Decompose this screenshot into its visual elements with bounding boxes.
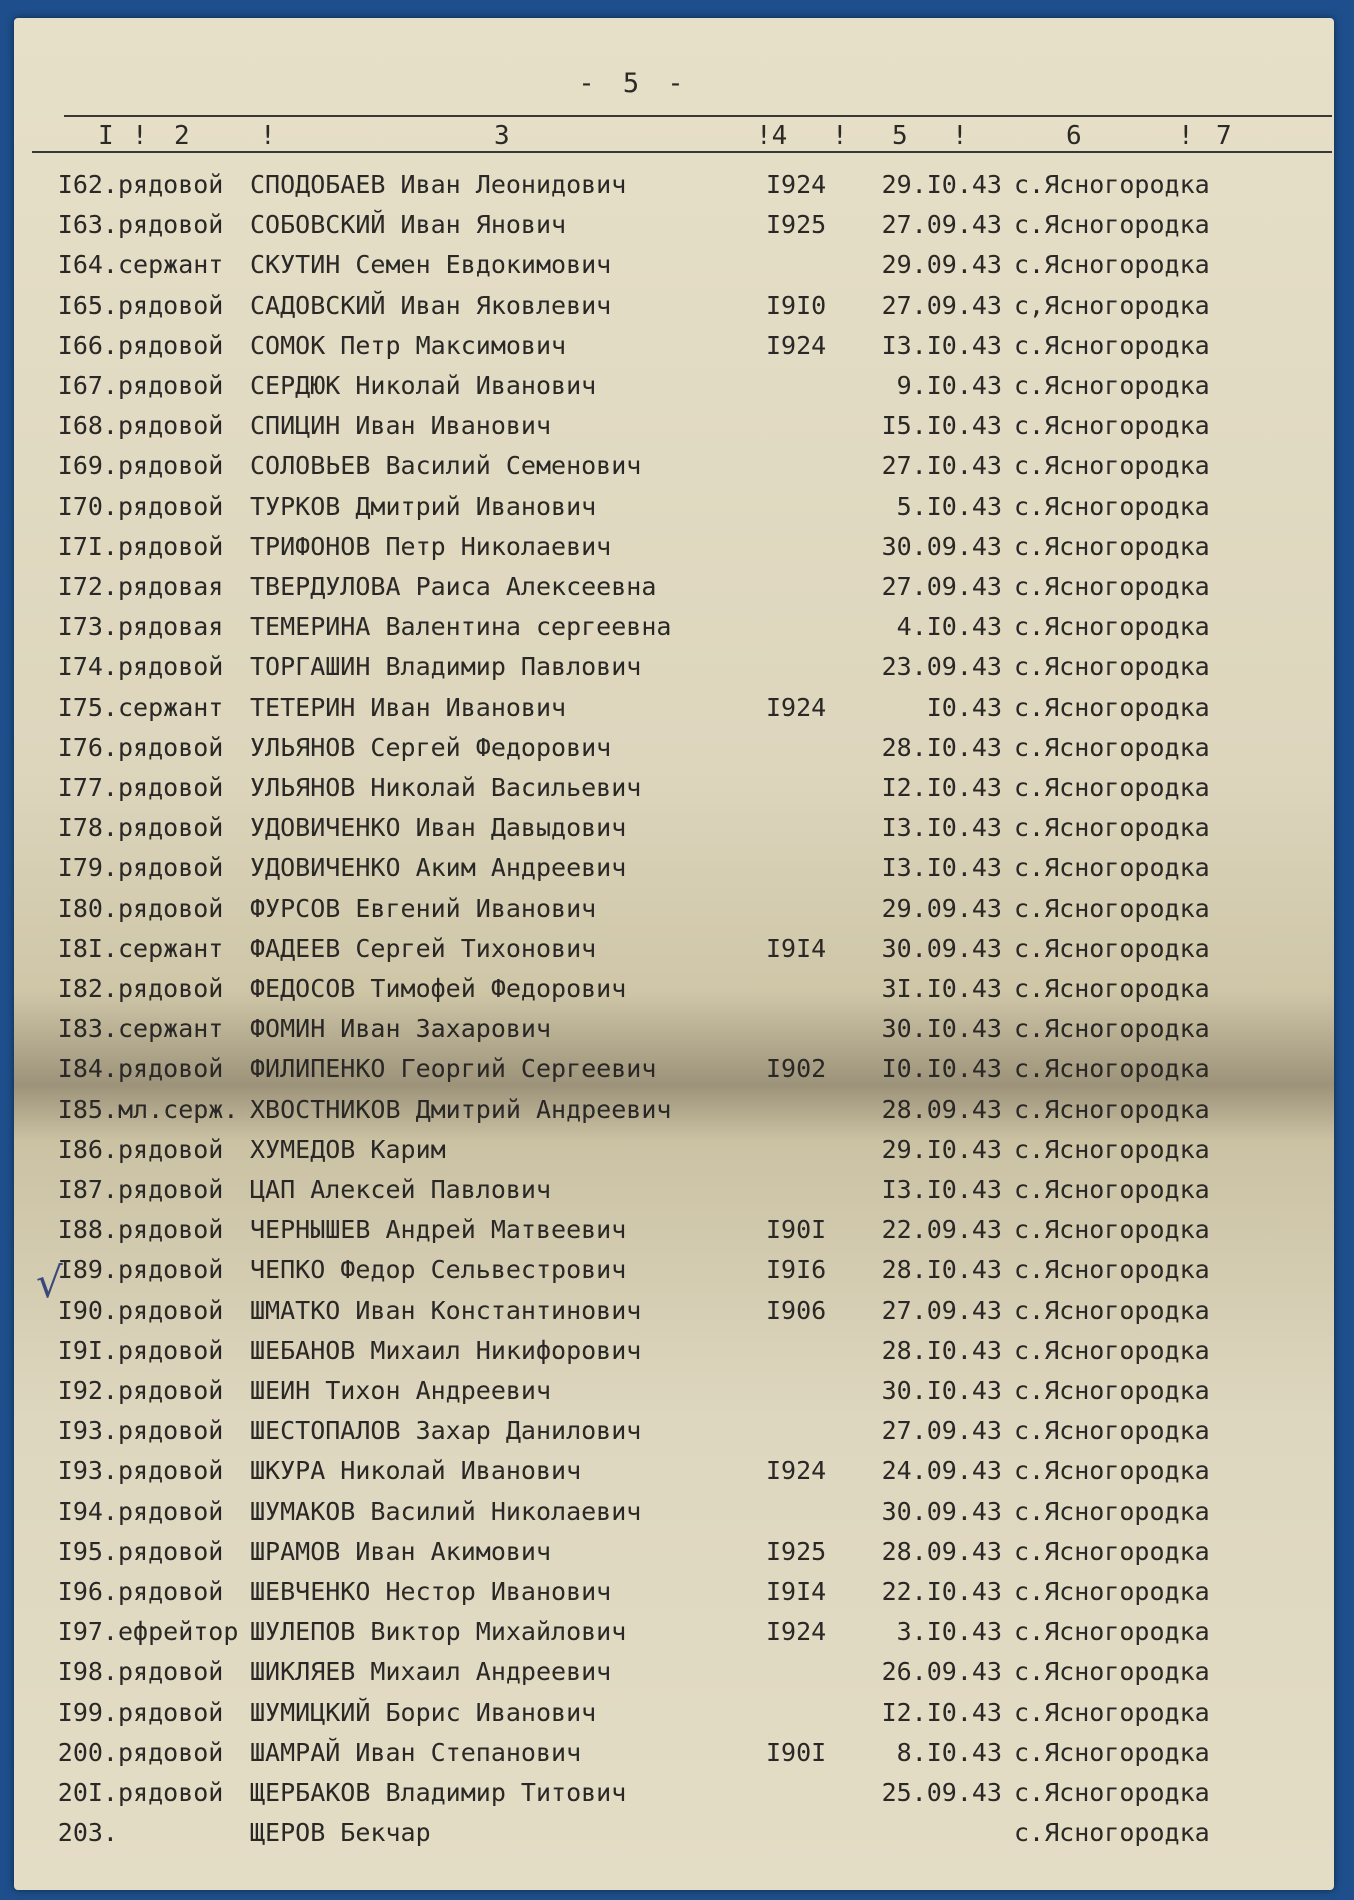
row-birth-year: I90I bbox=[766, 1215, 827, 1245]
row-rank: рядовой bbox=[118, 1536, 224, 1566]
row-birth-year: I924 bbox=[766, 330, 827, 360]
row-birth-year: I90I bbox=[766, 1737, 827, 1767]
header-col-4: !4 bbox=[756, 121, 788, 151]
row-date: 26.09.43 bbox=[881, 1657, 1002, 1687]
row-rank: сержант bbox=[118, 1014, 224, 1044]
row-place: с.Ясногородка bbox=[1014, 491, 1210, 521]
header-col-5: 5 bbox=[892, 121, 908, 151]
row-place: с.Ясногородка bbox=[1014, 572, 1210, 601]
row-number: I9I. bbox=[57, 1335, 118, 1365]
row-number: I67. bbox=[57, 371, 118, 400]
row-birth-year: I9I0 bbox=[766, 290, 827, 320]
row-rank: рядовой bbox=[118, 652, 224, 682]
row-date: 22.09.43 bbox=[881, 1215, 1002, 1245]
row-name: ШКУРА Николай Иванович bbox=[250, 1456, 582, 1486]
row-name: ЧЕРНЫШЕВ Андрей Матвеевич bbox=[250, 1215, 627, 1245]
row-name: УДОВИЧЕНКО Аким Андреевич bbox=[250, 853, 627, 883]
row-date: I0.43 bbox=[926, 692, 1002, 722]
table-row bbox=[14, 813, 1334, 853]
row-rank: рядовая bbox=[118, 612, 224, 642]
row-name: СКУТИН Семен Евдокимович bbox=[250, 250, 612, 280]
row-name: ХУМЕДОВ Карим bbox=[250, 1134, 446, 1164]
row-number: I93. bbox=[57, 1416, 118, 1446]
row-rank: рядовой bbox=[118, 451, 224, 481]
table-row bbox=[14, 1336, 1334, 1376]
row-name: ФОМИН Иван Захарович bbox=[250, 1014, 552, 1044]
row-place: с.Ясногородка bbox=[1014, 1737, 1210, 1767]
row-number: I64. bbox=[57, 250, 118, 280]
row-number: I93. bbox=[57, 1456, 118, 1486]
row-place: с.Ясногородка bbox=[1014, 1376, 1210, 1405]
row-date: 28.I0.43 bbox=[881, 1255, 1002, 1285]
row-name: ТОРГАШИН Владимир Павлович bbox=[250, 652, 642, 682]
row-rank: рядовая bbox=[118, 572, 224, 601]
table-row bbox=[14, 451, 1334, 491]
row-number: I7I. bbox=[57, 531, 118, 561]
row-name: ШЕИН Тихон Андреевич bbox=[250, 1376, 552, 1405]
table-row bbox=[14, 733, 1334, 773]
row-name: ФИЛИПЕНКО Георгий Сергеевич bbox=[250, 1054, 657, 1084]
row-name: ШМАТКО Иван Константинович bbox=[250, 1295, 642, 1325]
row-name: ШИКЛЯЕВ Михаил Андреевич bbox=[250, 1657, 612, 1687]
table-row bbox=[14, 1698, 1334, 1738]
row-date: I2.I0.43 bbox=[881, 773, 1002, 802]
row-place: с.Ясногородка bbox=[1014, 1818, 1210, 1848]
header-col-1: I bbox=[98, 121, 114, 151]
table-row bbox=[14, 773, 1334, 813]
row-rank: рядовой bbox=[118, 1778, 224, 1807]
row-place: с.Ясногородка bbox=[1014, 1295, 1210, 1325]
row-rank: рядовой bbox=[118, 531, 224, 561]
row-rank: рядовой bbox=[118, 1255, 224, 1285]
row-date: 29.09.43 bbox=[881, 250, 1002, 280]
row-number: I63. bbox=[57, 210, 118, 240]
row-rank: рядовой bbox=[118, 1577, 224, 1606]
row-number: I97. bbox=[57, 1617, 118, 1647]
row-number: I90. bbox=[57, 1295, 118, 1325]
row-birth-year: I924 bbox=[766, 692, 827, 722]
row-date: I5.I0.43 bbox=[881, 411, 1002, 441]
row-number: 20I. bbox=[57, 1778, 118, 1807]
row-date: 28.09.43 bbox=[881, 1536, 1002, 1566]
row-number: I88. bbox=[57, 1215, 118, 1245]
row-date: 4.I0.43 bbox=[896, 612, 1002, 642]
row-date: 5.I0.43 bbox=[896, 491, 1002, 521]
table-row bbox=[14, 612, 1334, 652]
row-birth-year: I906 bbox=[766, 1295, 827, 1325]
table-row bbox=[14, 1255, 1334, 1295]
table-row bbox=[14, 1456, 1334, 1496]
row-rank: мл.серж. bbox=[118, 1094, 239, 1124]
row-rank: рядовой bbox=[118, 1657, 224, 1687]
row-name: УЛЬЯНОВ Николай Васильевич bbox=[250, 773, 642, 802]
table-row bbox=[14, 371, 1334, 411]
table-row bbox=[14, 1095, 1334, 1135]
row-number: I65. bbox=[57, 290, 118, 320]
row-rank: рядовой bbox=[118, 1416, 224, 1446]
row-number: I73. bbox=[57, 612, 118, 642]
row-birth-year: I925 bbox=[766, 1536, 827, 1566]
row-place: с.Ясногородка bbox=[1014, 1335, 1210, 1365]
row-number: I79. bbox=[57, 853, 118, 883]
row-rank: рядовой bbox=[118, 290, 224, 320]
row-number: I86. bbox=[57, 1134, 118, 1164]
row-place: с.Ясногородка bbox=[1014, 451, 1210, 481]
row-birth-year: I902 bbox=[766, 1054, 827, 1084]
row-place: с.Ясногородка bbox=[1014, 974, 1210, 1003]
row-rank: рядовой bbox=[118, 813, 224, 843]
row-number: I69. bbox=[57, 451, 118, 481]
row-place: с.Ясногородка bbox=[1014, 1456, 1210, 1486]
row-date: 30.09.43 bbox=[881, 1496, 1002, 1526]
row-place: с.Ясногородка bbox=[1014, 371, 1210, 400]
table-row bbox=[14, 572, 1334, 612]
row-date: 27.09.43 bbox=[881, 1295, 1002, 1325]
row-rank: сержант bbox=[118, 692, 224, 722]
row-number: I74. bbox=[57, 652, 118, 682]
header-sep-5: ! bbox=[952, 121, 968, 151]
row-number: I77. bbox=[57, 773, 118, 802]
table-row bbox=[14, 1376, 1334, 1416]
row-place: с.Ясногородка bbox=[1014, 813, 1210, 843]
table-row bbox=[14, 652, 1334, 692]
row-rank: рядовой bbox=[118, 1496, 224, 1526]
row-birth-year: I9I4 bbox=[766, 933, 827, 963]
row-rank: рядовой bbox=[118, 491, 224, 521]
row-number: I96. bbox=[57, 1577, 118, 1606]
row-place: с.Ясногородка bbox=[1014, 933, 1210, 963]
row-place: с.Ясногородка bbox=[1014, 773, 1210, 802]
row-date: 8.I0.43 bbox=[896, 1737, 1002, 1767]
row-place: с.Ясногородка bbox=[1014, 1657, 1210, 1687]
row-name: СОБОВСКИЙ Иван Янович bbox=[250, 210, 567, 240]
row-date: 24.09.43 bbox=[881, 1456, 1002, 1486]
header-sep-2: ! bbox=[260, 121, 276, 151]
row-place: с.Ясногородка bbox=[1014, 1134, 1210, 1164]
row-date: 23.09.43 bbox=[881, 652, 1002, 682]
row-place: с.Ясногородка bbox=[1014, 1215, 1210, 1245]
row-name: ЩЕРБАКОВ Владимир Титович bbox=[250, 1778, 627, 1807]
row-name: ШРАМОВ Иван Акимович bbox=[250, 1536, 552, 1566]
table-row bbox=[14, 693, 1334, 733]
row-place: с.Ясногородка bbox=[1014, 531, 1210, 561]
row-rank: сержант bbox=[118, 933, 224, 963]
table-row bbox=[14, 1657, 1334, 1697]
row-rank: рядовой bbox=[118, 1134, 224, 1164]
row-number: I78. bbox=[57, 813, 118, 843]
row-place: с.Ясногородка bbox=[1014, 1175, 1210, 1204]
row-name: УДОВИЧЕНКО Иван Давыдович bbox=[250, 813, 627, 843]
row-rank: рядовой bbox=[118, 893, 224, 923]
handwritten-check-mark: √ bbox=[36, 1258, 63, 1307]
row-name: УЛЬЯНОВ Сергей Федорович bbox=[250, 732, 612, 762]
row-place: с,Ясногородка bbox=[1014, 290, 1210, 320]
row-number: I8I. bbox=[57, 933, 118, 963]
row-name: ШЕБАНОВ Михаил Никифорович bbox=[250, 1335, 642, 1365]
row-place: с.Ясногородка bbox=[1014, 612, 1210, 642]
row-name: ФАДЕЕВ Сергей Тихонович bbox=[250, 933, 597, 963]
table-row bbox=[14, 1135, 1334, 1175]
row-number: I95. bbox=[57, 1536, 118, 1566]
row-date: 30.09.43 bbox=[881, 531, 1002, 561]
row-date: 22.I0.43 bbox=[881, 1577, 1002, 1606]
row-date: I0.I0.43 bbox=[881, 1054, 1002, 1084]
row-date: 30.09.43 bbox=[881, 933, 1002, 963]
row-rank: рядовой bbox=[118, 1376, 224, 1405]
table-row bbox=[14, 1416, 1334, 1456]
header-col-3: 3 bbox=[494, 121, 510, 151]
table-row bbox=[14, 1215, 1334, 1255]
row-number: I84. bbox=[57, 1054, 118, 1084]
row-place: с.Ясногородка bbox=[1014, 411, 1210, 441]
header-col-2: 2 bbox=[174, 121, 190, 151]
row-number: I85. bbox=[57, 1094, 118, 1124]
header-sep-6: ! bbox=[1178, 121, 1194, 151]
table-row bbox=[14, 894, 1334, 934]
table-row bbox=[14, 1617, 1334, 1657]
row-date: I3.I0.43 bbox=[881, 813, 1002, 843]
row-date: 29.09.43 bbox=[881, 893, 1002, 923]
row-name: ТЕМЕРИНА Валентина сергеевна bbox=[250, 612, 672, 642]
table-row bbox=[14, 170, 1334, 210]
row-rank: рядовой bbox=[118, 1175, 224, 1204]
row-number: I70. bbox=[57, 491, 118, 521]
row-number: I82. bbox=[57, 974, 118, 1003]
table-row bbox=[14, 291, 1334, 331]
row-date: 29.I0.43 bbox=[881, 1134, 1002, 1164]
row-place: с.Ясногородка bbox=[1014, 652, 1210, 682]
row-place: с.Ясногородка bbox=[1014, 330, 1210, 360]
table-row bbox=[14, 532, 1334, 572]
row-place: с.Ясногородка bbox=[1014, 1697, 1210, 1727]
row-name: СОМОК Петр Максимович bbox=[250, 330, 567, 360]
row-rank: рядовой bbox=[118, 1335, 224, 1365]
row-name: ТЕТЕРИН Иван Иванович bbox=[250, 692, 567, 722]
row-date: 28.09.43 bbox=[881, 1094, 1002, 1124]
row-date: 3.I0.43 bbox=[896, 1617, 1002, 1647]
row-date: 3I.I0.43 bbox=[881, 974, 1002, 1003]
row-date: 29.I0.43 bbox=[881, 170, 1002, 199]
row-name: ШЕСТОПАЛОВ Захар Данилович bbox=[250, 1416, 642, 1446]
row-number: I89. bbox=[57, 1255, 118, 1285]
row-name: ТРИФОНОВ Петр Николаевич bbox=[250, 531, 612, 561]
row-place: с.Ясногородка bbox=[1014, 1496, 1210, 1526]
row-rank: сержант bbox=[118, 250, 224, 280]
row-rank: ефрейтор bbox=[118, 1617, 239, 1647]
row-birth-year: I925 bbox=[766, 210, 827, 240]
row-name: ШЕВЧЕНКО Нестор Иванович bbox=[250, 1577, 612, 1606]
row-date: I3.I0.43 bbox=[881, 853, 1002, 883]
row-date: 27.I0.43 bbox=[881, 451, 1002, 481]
row-rank: рядовой bbox=[118, 371, 224, 400]
header-col-7: 7 bbox=[1216, 121, 1232, 151]
row-number: I66. bbox=[57, 330, 118, 360]
row-rank: рядовой bbox=[118, 1456, 224, 1486]
row-name: ФУРСОВ Евгений Иванович bbox=[250, 893, 597, 923]
row-number: I92. bbox=[57, 1376, 118, 1405]
row-name: СПОДОБАЕВ Иван Леонидович bbox=[250, 170, 627, 199]
page-number: - 5 - bbox=[578, 68, 690, 99]
table-row bbox=[14, 853, 1334, 893]
row-place: с.Ясногородка bbox=[1014, 1014, 1210, 1044]
row-number: I76. bbox=[57, 732, 118, 762]
row-name: ФЕДОСОВ Тимофей Федорович bbox=[250, 974, 627, 1003]
row-place: с.Ясногородка bbox=[1014, 1536, 1210, 1566]
row-place: с.Ясногородка bbox=[1014, 1778, 1210, 1807]
table-row bbox=[14, 1054, 1334, 1094]
row-place: с.Ясногородка bbox=[1014, 893, 1210, 923]
table-row bbox=[14, 1296, 1334, 1336]
row-place: с.Ясногородка bbox=[1014, 1416, 1210, 1446]
row-place: с.Ясногородка bbox=[1014, 1054, 1210, 1084]
table-row bbox=[14, 250, 1334, 290]
row-place: с.Ясногородка bbox=[1014, 170, 1210, 199]
table-top-rule bbox=[64, 115, 1332, 117]
row-number: I75. bbox=[57, 692, 118, 722]
row-rank: рядовой bbox=[118, 170, 224, 199]
table-row bbox=[14, 1778, 1334, 1818]
table-row bbox=[14, 210, 1334, 250]
row-name: ТУРКОВ Дмитрий Иванович bbox=[250, 491, 597, 521]
row-number: I80. bbox=[57, 893, 118, 923]
row-rank: рядовой bbox=[118, 330, 224, 360]
row-date: 30.I0.43 bbox=[881, 1376, 1002, 1405]
row-date: I2.I0.43 bbox=[881, 1697, 1002, 1727]
row-place: с.Ясногородка bbox=[1014, 1094, 1210, 1124]
row-date: 27.09.43 bbox=[881, 210, 1002, 240]
row-number: I62. bbox=[57, 170, 118, 199]
row-date: 27.09.43 bbox=[881, 572, 1002, 601]
row-number: 203. bbox=[57, 1818, 118, 1848]
row-rank: рядовой bbox=[118, 1697, 224, 1727]
table-row bbox=[14, 1497, 1334, 1537]
row-place: с.Ясногородка bbox=[1014, 250, 1210, 280]
row-number: I94. bbox=[57, 1496, 118, 1526]
row-date: I3.I0.43 bbox=[881, 330, 1002, 360]
row-place: с.Ясногородка bbox=[1014, 692, 1210, 722]
table-row bbox=[14, 1014, 1334, 1054]
row-name: СЕРДЮК Николай Иванович bbox=[250, 371, 597, 400]
row-number: I72. bbox=[57, 572, 118, 601]
header-sep-1: ! bbox=[132, 121, 148, 151]
row-date: 27.09.43 bbox=[881, 290, 1002, 320]
row-date: 28.I0.43 bbox=[881, 732, 1002, 762]
row-date: 9.I0.43 bbox=[896, 371, 1002, 400]
row-birth-year: I924 bbox=[766, 170, 827, 199]
row-rank: рядовой bbox=[118, 210, 224, 240]
table-row bbox=[14, 1175, 1334, 1215]
row-name: СОЛОВЬЕВ Василий Семенович bbox=[250, 451, 642, 481]
row-number: I87. bbox=[57, 1175, 118, 1204]
row-place: с.Ясногородка bbox=[1014, 1617, 1210, 1647]
row-name: ШУЛЕПОВ Виктор Михайлович bbox=[250, 1617, 627, 1647]
row-rank: рядовой bbox=[118, 732, 224, 762]
row-name: ЧЕПКО Федор Сельвестрович bbox=[250, 1255, 627, 1285]
row-name: СПИЦИН Иван Иванович bbox=[250, 411, 552, 441]
row-name: САДОВСКИЙ Иван Яковлевич bbox=[250, 290, 612, 320]
row-name: ХВОСТНИКОВ Дмитрий Андреевич bbox=[250, 1094, 672, 1124]
row-date: 28.I0.43 bbox=[881, 1335, 1002, 1365]
row-name: ШАМРАЙ Иван Степанович bbox=[250, 1737, 582, 1767]
header-col-6: 6 bbox=[1066, 121, 1082, 151]
row-rank: рядовой bbox=[118, 1054, 224, 1084]
table-row bbox=[14, 331, 1334, 371]
table-row bbox=[14, 934, 1334, 974]
row-number: 200. bbox=[57, 1737, 118, 1767]
row-birth-year: I9I4 bbox=[766, 1577, 827, 1606]
table-row bbox=[14, 1577, 1334, 1617]
row-date: 27.09.43 bbox=[881, 1416, 1002, 1446]
row-date: 25.09.43 bbox=[881, 1778, 1002, 1807]
row-number: I99. bbox=[57, 1697, 118, 1727]
row-rank: рядовой bbox=[118, 1737, 224, 1767]
row-place: с.Ясногородка bbox=[1014, 1255, 1210, 1285]
row-place: с.Ясногородка bbox=[1014, 210, 1210, 240]
row-number: I68. bbox=[57, 411, 118, 441]
row-number: I83. bbox=[57, 1014, 118, 1044]
row-date: I3.I0.43 bbox=[881, 1175, 1002, 1204]
document-page bbox=[14, 18, 1334, 1890]
table-row bbox=[14, 974, 1334, 1014]
row-rank: рядовой bbox=[118, 853, 224, 883]
row-rank: рядовой bbox=[118, 773, 224, 802]
header-sep-4: ! bbox=[832, 121, 848, 151]
row-birth-year: I9I6 bbox=[766, 1255, 827, 1285]
table-row bbox=[14, 1738, 1334, 1778]
row-rank: рядовой bbox=[118, 411, 224, 441]
row-number: I98. bbox=[57, 1657, 118, 1687]
table-row bbox=[14, 1818, 1334, 1858]
row-place: с.Ясногородка bbox=[1014, 732, 1210, 762]
row-birth-year: I924 bbox=[766, 1617, 827, 1647]
row-rank: рядовой bbox=[118, 1295, 224, 1325]
row-name: ЩЕРОВ Бекчар bbox=[250, 1818, 431, 1848]
row-name: ЦАП Алексей Павлович bbox=[250, 1175, 552, 1204]
row-rank: рядовой bbox=[118, 974, 224, 1003]
table-header-rule bbox=[32, 151, 1332, 153]
row-place: с.Ясногородка bbox=[1014, 1577, 1210, 1606]
row-place: с.Ясногородка bbox=[1014, 853, 1210, 883]
table-row bbox=[14, 1537, 1334, 1577]
row-rank: рядовой bbox=[118, 1215, 224, 1245]
row-name: ШУМАКОВ Василий Николаевич bbox=[250, 1496, 642, 1526]
row-name: ШУМИЦКИЙ Борис Иванович bbox=[250, 1697, 597, 1727]
row-birth-year: I924 bbox=[766, 1456, 827, 1486]
table-row bbox=[14, 492, 1334, 532]
row-date: 30.I0.43 bbox=[881, 1014, 1002, 1044]
table-row bbox=[14, 411, 1334, 451]
row-name: ТВЕРДУЛОВА Раиса Алексеевна bbox=[250, 572, 657, 601]
table-header bbox=[14, 121, 1334, 151]
